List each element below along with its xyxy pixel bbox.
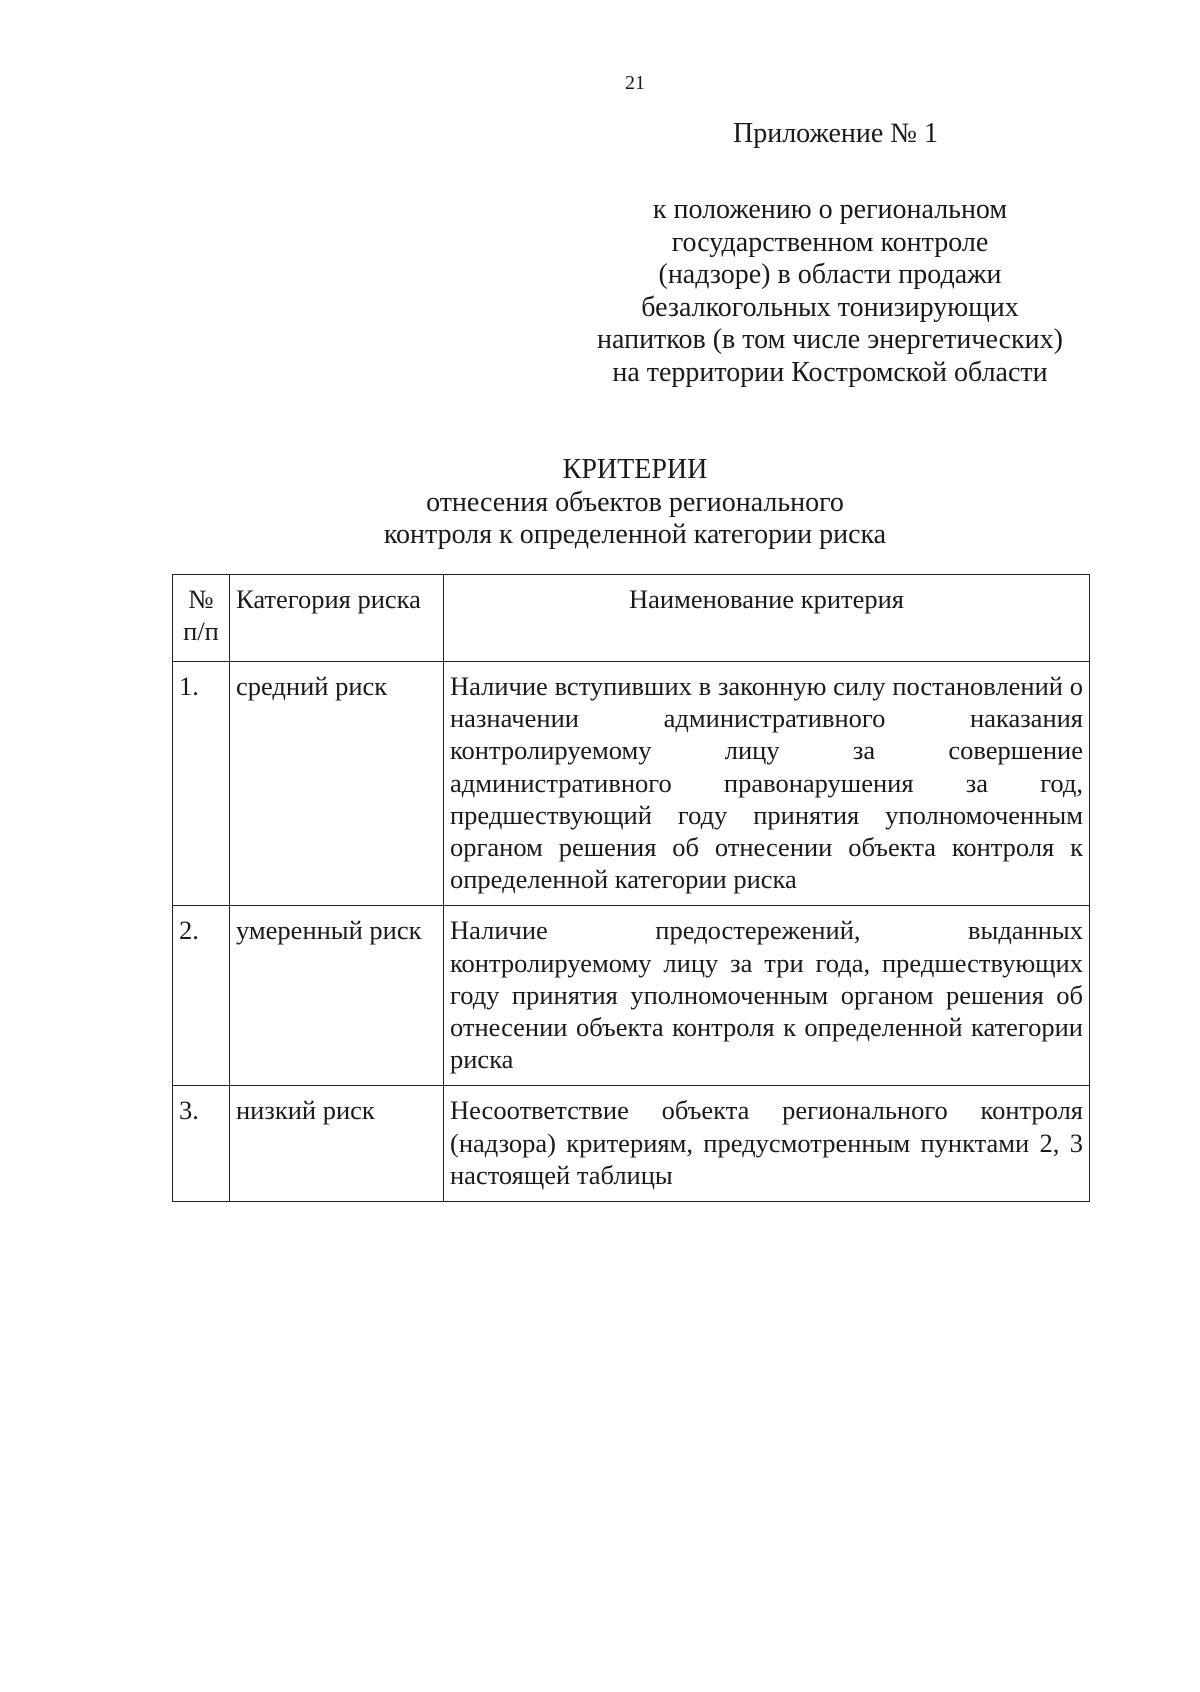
appendix-reference — [580, 194, 1080, 389]
table-row — [173, 906, 1090, 1086]
appendix-title: Приложение № 1 — [733, 118, 938, 149]
table-row — [173, 662, 1090, 906]
row-number: 3. — [173, 1086, 230, 1202]
document-subtitle-line: контроля к определенной категории риска — [383, 519, 887, 550]
appendix-reference-line: на территории Костромской области — [612, 356, 1048, 388]
row-number: 2. — [173, 906, 230, 1086]
appendix-reference-line: напитков (в том числе энергетических) — [597, 324, 1063, 355]
document-subtitle-line: отнесения объектов регионального — [426, 486, 844, 518]
appendix-reference-line: (надзоре) в области продажи — [658, 259, 1002, 290]
row-number: 1. — [173, 662, 230, 906]
row-criterion: Наличие предостережений, выданных контролируемому лицу за три года, предшествующих году принятия уполномоченным органом решения об отнесении объекта контроля к определенной категории риска — [444, 906, 1090, 1086]
criteria-table — [172, 574, 1090, 1202]
table-row — [173, 1086, 1090, 1202]
page-number: 21 — [625, 72, 645, 94]
appendix-reference-line: к положению о региональном — [652, 194, 1008, 225]
appendix-reference-line: государственном контроле — [671, 226, 989, 258]
header-risk-category: Категория риска — [230, 575, 444, 662]
row-risk-category: низкий риск — [230, 1086, 444, 1202]
header-number: № п/п — [173, 575, 230, 662]
header-criterion-name: Наименование критерия — [444, 575, 1090, 662]
row-risk-category: средний риск — [230, 662, 444, 906]
row-criterion: Наличие вступивших в законную силу постановлений о назначении административного наказания контролируемому лицу за совершение административного правонарушения за год, предшествующий году принятия уполномоченным органом решения об отнесении объекта контроля к определенной категории риска — [444, 662, 1090, 906]
row-criterion: Несоответствие объекта регионального контроля (надзора) критериям, предусмотренным пунктами 2, 3 настоящей таблицы — [444, 1086, 1090, 1202]
document-title: КРИТЕРИИ — [562, 454, 708, 485]
row-risk-category: умеренный риск — [230, 906, 444, 1086]
appendix-reference-line: безалкогольных тонизирующих — [641, 291, 1019, 323]
table-header-row — [173, 575, 1090, 662]
document-heading — [0, 454, 1200, 552]
